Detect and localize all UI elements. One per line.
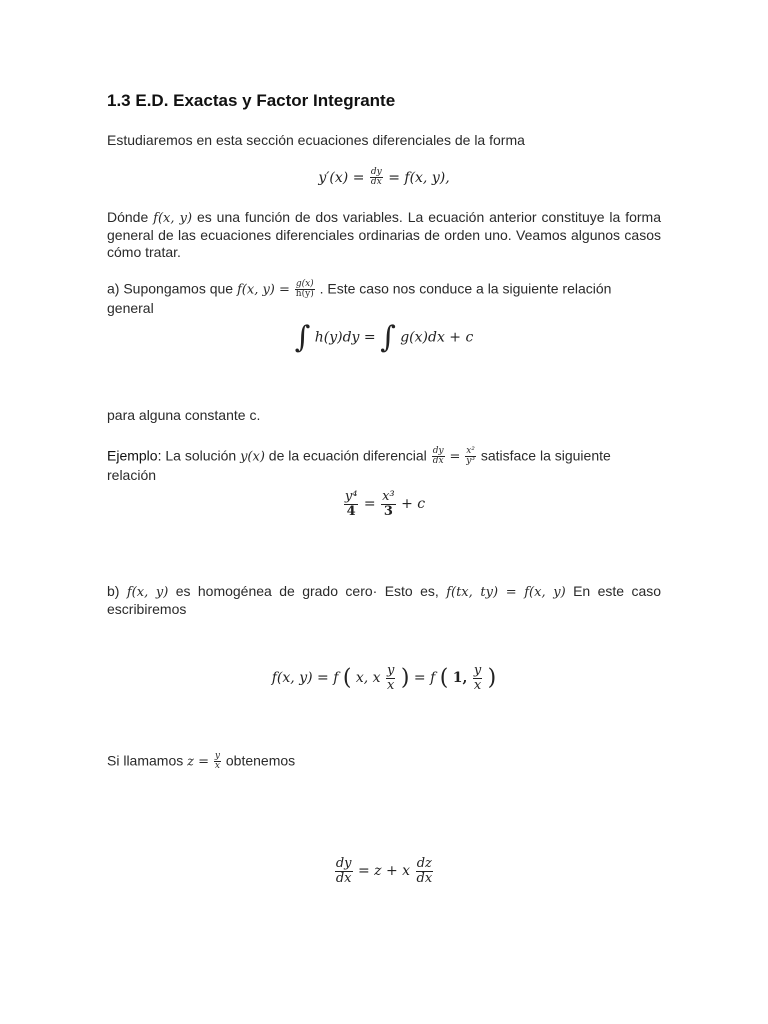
intro-paragraph: Estudiaremos en esta sección ecuaciones diferenciales de la forma (107, 132, 525, 148)
donde-text-2: es una función de dos variables. La ecuación anterior constituye la forma general de las ecuaciones diferenciales ordinarias de orden uno. Veamos algunos casos cómo tratar. (107, 209, 662, 260)
eq2-left: h(y)dy = (314, 329, 376, 346)
case-a-fraction (295, 280, 315, 300)
llamamos-paragraph (107, 752, 661, 772)
equation-2 (0, 320, 768, 355)
eq5-dz: dz (416, 856, 432, 871)
llamamos-text-2: obtenemos (225, 752, 296, 769)
llamamos-text-1: Si llamamos (107, 752, 184, 769)
ejemplo-x2: x² (466, 446, 475, 456)
case-b-text-2: es homogénea de grado cero· Esto es, (175, 583, 439, 599)
eq2-right: g(x)dx + c (400, 329, 474, 346)
eq4-y-2: y (473, 663, 482, 678)
eq3-frac-2 (381, 490, 396, 518)
eq5-dy: dy (335, 856, 352, 871)
llamamos-frac (214, 752, 221, 772)
eq4-paren-open-1: ( (342, 665, 352, 691)
eq1-fraction (370, 168, 383, 188)
eq5-dx: dx (335, 870, 352, 886)
integral-sign-1: ∫ (294, 320, 311, 355)
ejemplo-text-3: satisface la siguiente relación (107, 447, 611, 483)
eq3-plus-c: + c (401, 496, 426, 513)
equation-5 (0, 857, 768, 885)
equation-1 (0, 168, 768, 188)
llamamos-y: y (214, 751, 220, 761)
case-a-text-1: a) Supongamos que (107, 280, 234, 297)
eq4-x-1: x (387, 677, 395, 693)
case-b-text-3: En este caso escribiremos (107, 583, 662, 617)
eq4-one: 1, (452, 670, 468, 687)
eq4-y-1: y (387, 663, 395, 678)
eq4-x-2: x (473, 677, 482, 693)
eq5-mid: = z + x (357, 863, 411, 880)
eq5-frac-2 (416, 857, 434, 885)
eq3-four: 4 (346, 503, 356, 519)
donde-fxy: f(x, y) (153, 211, 193, 226)
donde-paragraph (107, 209, 661, 261)
constante-paragraph: para alguna constante c. (107, 407, 261, 423)
eq4-part-2: x, x (355, 670, 381, 687)
eq5-frac-1 (335, 857, 353, 885)
case-a-paragraph (107, 280, 661, 317)
eq4-part-3: = f (413, 670, 436, 687)
ejemplo-yx: y(x) (240, 449, 265, 465)
eq4-part-1: f(x, y) = f (271, 670, 339, 687)
section-heading: 1.3 E.D. Exactas y Factor Integrante (107, 91, 396, 110)
llamamos-x: x (214, 761, 220, 772)
llamamos-z: z = (187, 754, 210, 770)
eq4-frac-2 (473, 664, 482, 692)
case-a-hy: h(y) (295, 289, 314, 300)
ejemplo-text-2: de la ecuación diferencial (268, 447, 427, 464)
eq3-three: 3 (383, 503, 393, 519)
eq4-paren-close-1: ) (400, 665, 410, 691)
eq4-paren-open-2: ( (439, 665, 449, 691)
equation-4 (0, 664, 768, 692)
eq1-denominator: dx (370, 177, 382, 188)
case-b-fxy: f(x, y) (126, 585, 169, 600)
eq1-rhs: = f(x, y), (388, 169, 450, 186)
ejemplo-equals: = (449, 449, 461, 465)
ejemplo-text-1: La solución (165, 447, 237, 464)
ejemplo-dydx (432, 447, 445, 467)
eq3-x3: x³ (382, 489, 395, 504)
ejemplo-paragraph (107, 447, 661, 484)
case-a-gx: g(x) (295, 279, 314, 289)
equation-3 (0, 490, 768, 518)
eq1-lhs: y′(x) = (318, 169, 365, 186)
eq1-numerator: dy (370, 167, 382, 177)
donde-text-1: Dónde (107, 209, 149, 225)
case-a-text-2: . Este caso nos conduce a la siguiente relación general (107, 280, 612, 316)
integral-sign-2: ∫ (380, 320, 396, 355)
ejemplo-x2y3 (465, 447, 476, 467)
eq5-dx-2: dx (416, 870, 433, 886)
eq3-y4: y⁴ (344, 489, 358, 504)
eq3-equals: = (363, 496, 376, 513)
ejemplo-label: Ejemplo: (107, 447, 162, 464)
case-b-text-1: b) (107, 583, 120, 599)
ejemplo-dy: dy (432, 446, 444, 456)
eq4-paren-close-2: ) (487, 665, 497, 691)
eq4-frac-1 (386, 664, 395, 692)
ejemplo-dx: dx (432, 456, 444, 467)
case-a-fxy: f(x, y) = (236, 282, 290, 298)
case-b-paragraph (107, 583, 661, 618)
case-b-ftx: f(tx, ty) = f(x, y) (446, 585, 566, 600)
ejemplo-y3: y³ (466, 456, 475, 467)
eq3-frac-1 (344, 490, 359, 518)
